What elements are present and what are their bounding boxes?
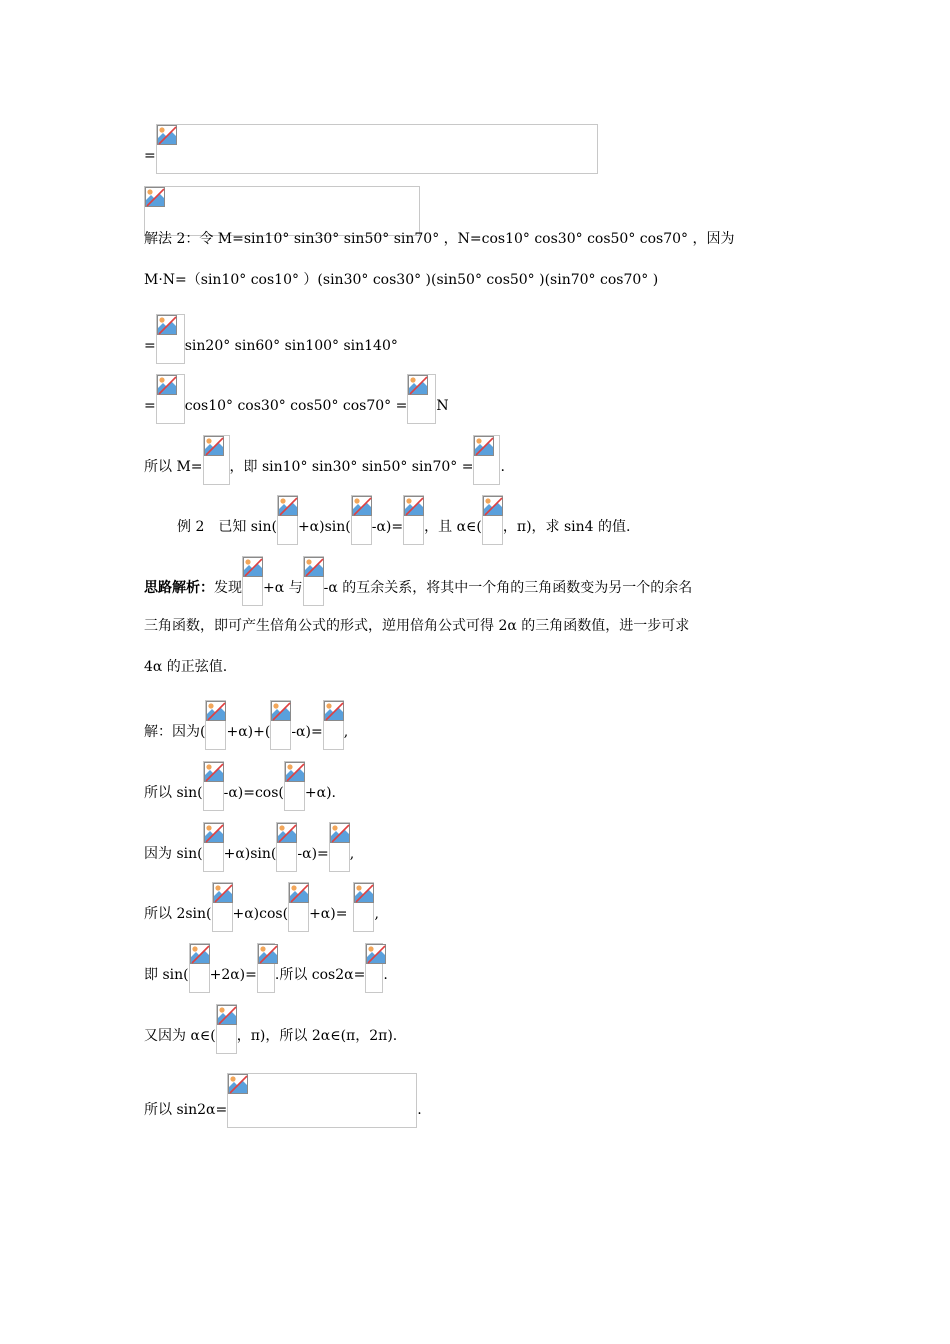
broken-image-icon: [285, 762, 305, 782]
equals-text: =: [144, 148, 156, 164]
broken-image-icon: [408, 375, 428, 395]
formula-image: [288, 882, 309, 932]
formula-line-1: [144, 122, 598, 174]
broken-image-icon: [483, 496, 503, 516]
formula-image: [203, 435, 230, 485]
text-segment: ，且 α∈(: [424, 519, 482, 535]
text-segment: 所以 2sin(: [144, 906, 212, 922]
solution-line-4: [144, 880, 379, 932]
text-segment: 发现: [214, 580, 242, 596]
formula-line-6: [144, 372, 449, 424]
formula-image: [277, 495, 298, 545]
text-segment: .: [383, 967, 388, 983]
text-segment: ，即 sin10° sin30° sin50° sin70° =: [229, 459, 474, 475]
text-segment: 解：因为(: [144, 724, 206, 740]
text-segment: 所以 sin2α=: [144, 1102, 228, 1118]
broken-image-icon: [354, 883, 374, 903]
broken-image-icon: [243, 557, 263, 577]
broken-image-icon: [304, 557, 324, 577]
solution-line-2: [144, 759, 336, 811]
formula-image: [303, 556, 324, 606]
broken-image-icon: [277, 823, 297, 843]
broken-image-icon: [366, 944, 386, 964]
text-segment: -α)=: [371, 519, 404, 535]
broken-image-icon: [213, 883, 233, 903]
broken-image-icon: [278, 496, 298, 516]
formula-image: [353, 882, 374, 932]
equals-text: =: [144, 338, 156, 354]
broken-image-icon: [145, 187, 165, 207]
formula-image: [351, 495, 372, 545]
formula-image: [473, 435, 500, 485]
text-segment: ，π)，求 sin4 的值.: [502, 519, 631, 535]
formula-image: [156, 124, 598, 174]
method2-text: 解法 2：令 M=sin10° sin30° sin50° sin70° ，N=cos10° cos30° cos50° cos70° ，因为: [144, 231, 735, 247]
formula-image: [257, 943, 275, 993]
text-segment: +α)sin(: [297, 519, 351, 535]
example-2-label: 例 2 已知 sin(: [177, 519, 277, 535]
formula-image: [212, 882, 233, 932]
broken-image-icon: [190, 944, 210, 964]
broken-image-icon: [474, 436, 494, 456]
text-segment: -α)=: [291, 724, 323, 740]
solution-line-6: [144, 1002, 397, 1054]
formula-image: [242, 556, 263, 606]
text-segment: 因为 sin(: [144, 846, 203, 862]
broken-image-icon: [157, 375, 177, 395]
n-text: N: [436, 398, 449, 414]
formula-image: [156, 374, 185, 424]
formula-image: [276, 822, 297, 872]
example-2-line: [177, 493, 630, 545]
broken-image-icon: [204, 823, 224, 843]
formula-image: [365, 943, 383, 993]
formula-image: [205, 700, 226, 750]
formula-line-5: [144, 312, 398, 364]
broken-image-icon: [404, 496, 424, 516]
formula-image: [329, 822, 350, 872]
broken-image-icon: [157, 315, 177, 335]
text-segment: ,: [349, 846, 355, 862]
text-segment: .: [417, 1102, 422, 1118]
text-segment: .所以 cos2α=: [274, 967, 366, 983]
formula-image: [482, 495, 503, 545]
text-segment: +α).: [304, 785, 336, 801]
text-segment: -α 的互余关系，将其中一个角的三角函数变为另一个的余名: [323, 580, 693, 596]
broken-image-icon: [258, 944, 278, 964]
product-text: M·N=（sin10° cos10° ）(sin30° cos30° )(sin50° cos50° )(sin70° cos70° ): [144, 272, 659, 288]
broken-image-icon: [157, 125, 177, 145]
text-segment: +α)cos(: [232, 906, 289, 922]
text-segment: -α)=: [297, 846, 329, 862]
formula-image: [323, 700, 344, 750]
broken-image-icon: [330, 823, 350, 843]
text-segment: ,: [374, 906, 379, 922]
text-segment: 所以 sin(: [144, 785, 203, 801]
text-segment: ,: [343, 724, 349, 740]
formula-line-7: [144, 433, 505, 485]
text-segment: 三角函数，即可产生倍角公式的形式，逆用倍角公式可得 2α 的三角函数值，进一步可求: [144, 618, 690, 634]
text-segment: 又因为 α∈(: [144, 1028, 216, 1044]
text-segment: +α)sin(: [223, 846, 277, 862]
sine-product-text: sin20° sin60° sin100° sin140°: [184, 338, 398, 354]
formula-image: [216, 1004, 237, 1054]
formula-image: [407, 374, 436, 424]
solution-line-3: [144, 820, 354, 872]
formula-image: [284, 761, 305, 811]
analysis-line-1: [144, 554, 692, 606]
broken-image-icon: [324, 701, 344, 721]
equals-text: =: [144, 398, 156, 414]
broken-image-icon: [206, 701, 226, 721]
broken-image-icon: [217, 1005, 237, 1025]
broken-image-icon: [204, 762, 224, 782]
cosine-product-text: cos10° cos30° cos50° cos70° =: [184, 398, 408, 414]
product-line: [144, 270, 658, 298]
analysis-line-2: [144, 616, 689, 644]
broken-image-icon: [204, 436, 224, 456]
text-segment: 4α 的正弦值.: [144, 659, 228, 675]
broken-image-icon: [228, 1074, 248, 1094]
text-segment: +α)+(: [226, 724, 271, 740]
text-segment: +α)=: [309, 906, 348, 922]
formula-image: [203, 822, 224, 872]
text-segment: 所以 M=: [144, 459, 203, 475]
formula-image: [189, 943, 210, 993]
solution-line-7: [144, 1073, 422, 1128]
formula-image: [227, 1073, 417, 1128]
text-segment: 即 sin(: [144, 967, 189, 983]
formula-image: [270, 700, 291, 750]
text-segment: -α)=cos(: [223, 785, 284, 801]
solution-line-1: [144, 698, 348, 750]
broken-image-icon: [289, 883, 309, 903]
formula-image: [203, 761, 224, 811]
text-segment: +2α)=: [209, 967, 257, 983]
formula-image: [403, 495, 424, 545]
method2-line: [144, 229, 735, 257]
broken-image-icon: [352, 496, 372, 516]
broken-image-icon: [271, 701, 291, 721]
analysis-label: 思路解析：: [144, 580, 214, 596]
text-segment: +α 与: [263, 580, 303, 596]
text-segment: ，π)，所以 2α∈(π，2π).: [236, 1028, 398, 1044]
text-segment: .: [500, 459, 505, 475]
formula-image: [156, 314, 185, 364]
analysis-line-3: [144, 657, 227, 685]
solution-line-5: [144, 941, 388, 993]
